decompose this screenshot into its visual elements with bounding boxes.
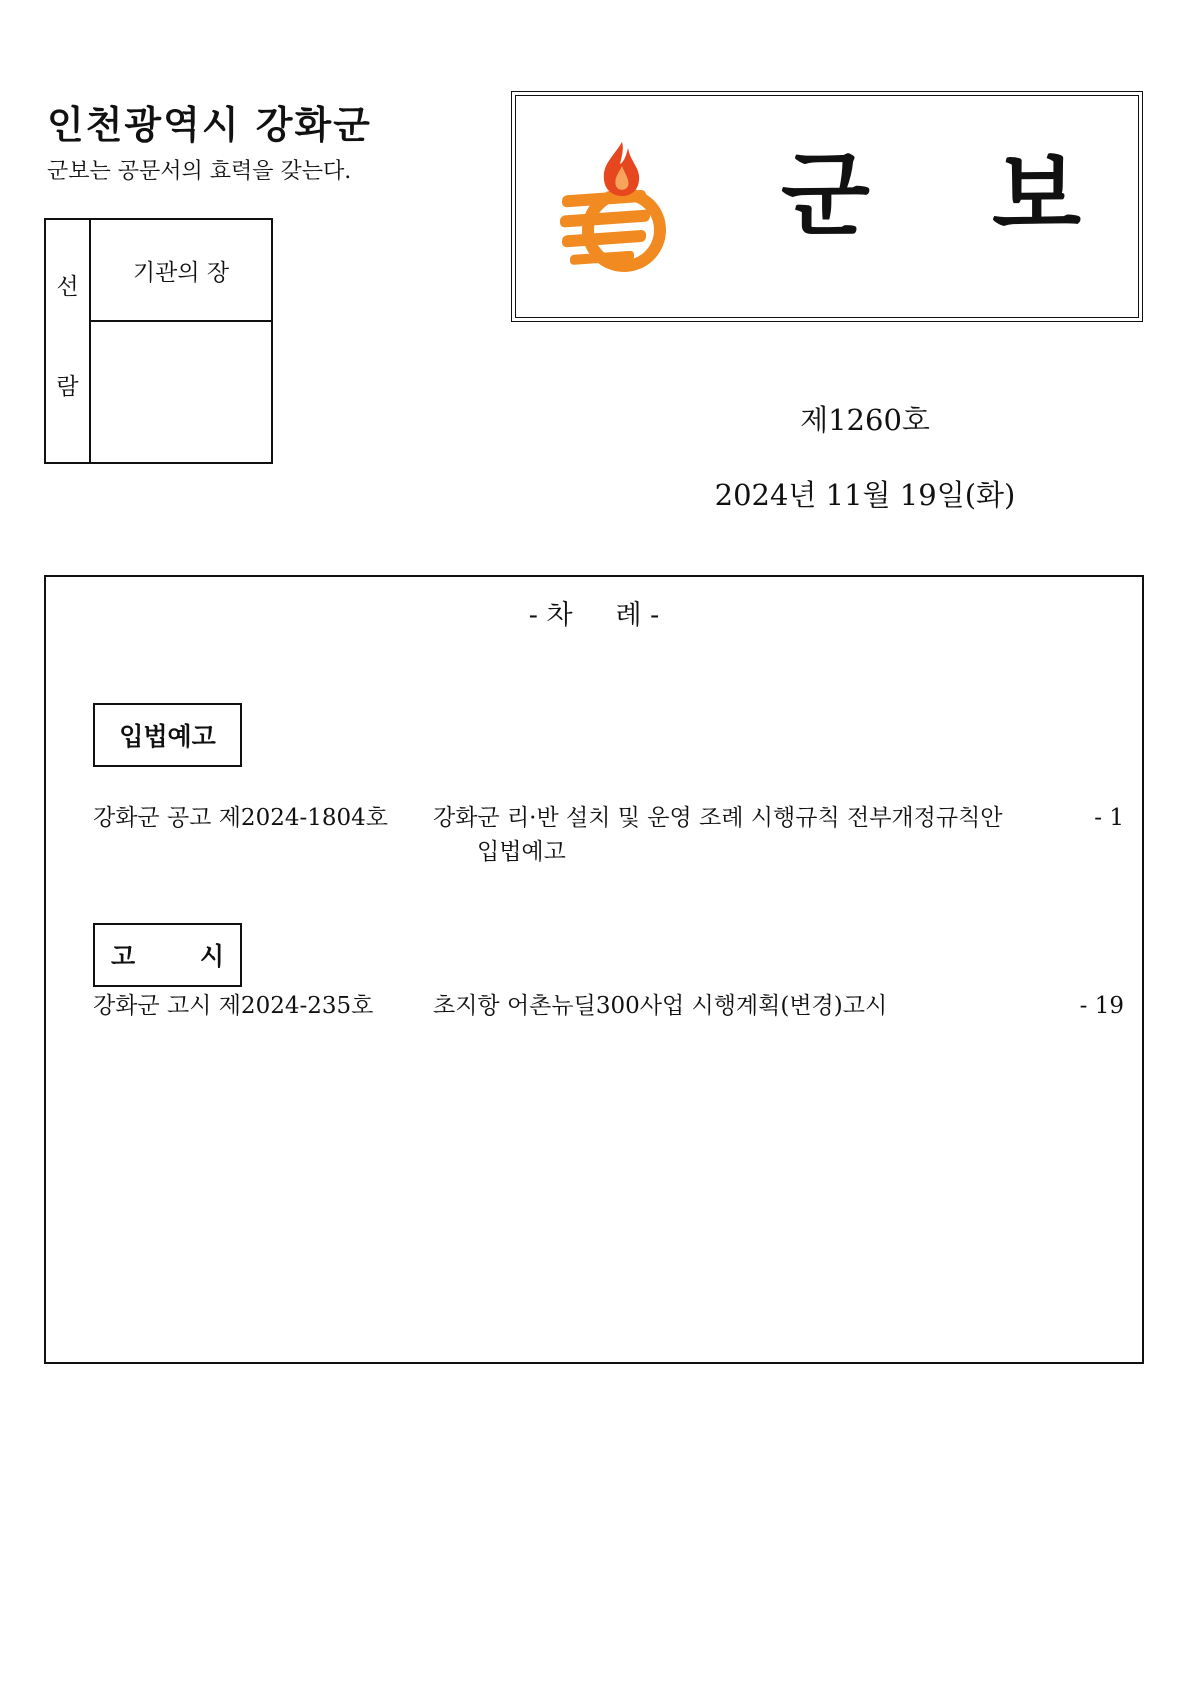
masthead-inner-frame [515,95,1139,318]
toc-entry-notice-no: 강화군 공고 제2024-1804호 [93,805,388,831]
section-label-legislative-notice [93,703,242,767]
issue-number: 제1260호 [800,403,930,437]
section-label-public-notice [93,923,252,987]
review-side-label [46,220,91,462]
section-label-text: 고 시 [110,942,252,971]
publisher-name: 인천광역시 강화군 [47,103,372,147]
section-label-text: 입법예고 [119,722,216,751]
toc-entry-title: 초지항 어촌뉴딜300사업 시행계획(변경)고시 [433,993,888,1019]
toc-title: - 차 례 - [528,600,660,631]
review-side-char: 람 [56,374,79,400]
table-of-contents [44,575,1144,1364]
masthead-title-char: 보 [992,142,1081,249]
toc-entry-notice-no: 강화군 고시 제2024-235호 [93,993,374,1019]
toc-entry[interactable] [93,801,1124,869]
toc-entry-page: - 1 [1094,805,1124,831]
toc-entry-page: - 19 [1079,993,1124,1019]
review-side-char: 선 [56,274,79,300]
masthead-title-char: 군 [781,142,870,249]
review-stamp-box [44,218,273,464]
masthead-title [781,142,1081,249]
gangwha-county-emblem-icon [556,138,686,278]
review-signature-area [91,322,271,462]
toc-entry-title: 강화군 리·반 설치 및 운영 조례 시행규칙 전부개정규칙안 [433,805,1003,831]
toc-entry[interactable] [93,989,1124,1023]
issue-date: 2024년 11월 19일(화) [714,478,1016,512]
review-column-header: 기관의 장 [91,220,271,322]
masthead [511,91,1143,322]
toc-entry-title-continued: 입법예고 [477,839,566,865]
publisher-tagline: 군보는 공문서의 효력을 갖는다. [47,159,352,184]
